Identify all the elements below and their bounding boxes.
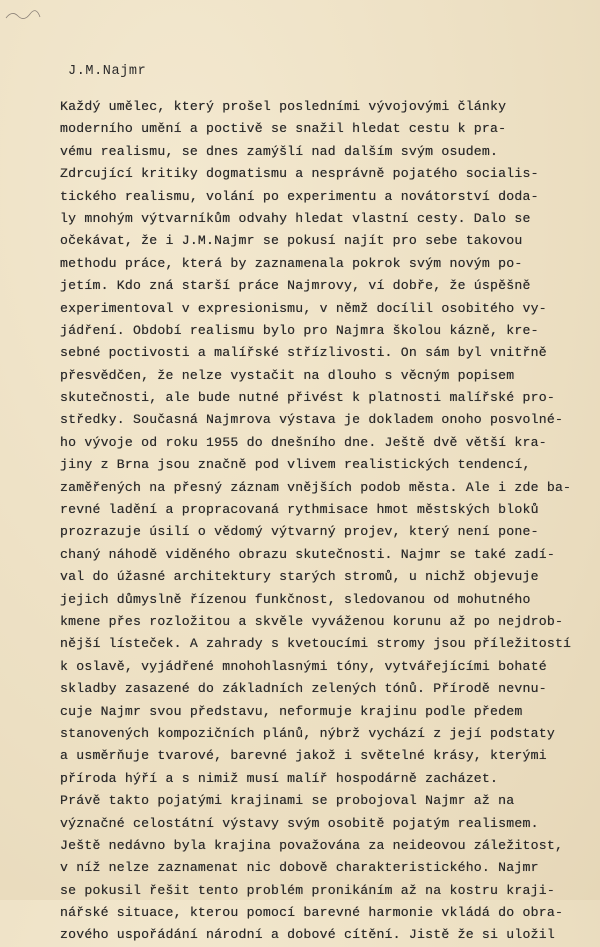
- text-line: moderního umění a poctivě se snažil hledat cestu k pra-: [60, 121, 507, 137]
- text-line: kmene přes rozložitou a skvěle vyváženou korunu až po nejdrob-: [60, 613, 564, 629]
- text-line: význačné celostátní výstavy svým osobitě pojatým realismem.: [60, 815, 539, 831]
- text-line: ly mnohým výtvarníkům odvahy hledat vlastní cesty. Dalo se: [60, 210, 531, 226]
- text-line: methodu práce, která by zaznamenala pokrok svým novým po-: [60, 255, 523, 271]
- text-line: příroda hýří a s nimiž musí malíř hospodárně zacházet.: [60, 770, 499, 786]
- text-line: středky. Současná Najmrova výstava je dokladem onoho posvolné-: [60, 412, 564, 428]
- text-line: sebné poctivosti a malířské střízlivosti. On sám byl vnitřně: [60, 345, 547, 361]
- text-line: k oslavě, vyjádřené mnohohlasnými tóny, vytvářejícími bohaté: [60, 658, 547, 674]
- text-line: val do úžasné architektury starých stromů, u nichž objevuje: [60, 569, 539, 585]
- text-line: přesvědčen, že nelze vystačit na dlouho s věcným popisem: [60, 367, 515, 383]
- text-line: a usměrňuje tvarové, barevné jakož i světelné krásy, kterými: [60, 748, 547, 764]
- text-line: jetím. Kdo zná starší práce Najmrovy, ví dobře, že úspěšně: [60, 278, 531, 294]
- text-line: vému realismu, se dnes zamýšlí nad dalším svým osudem.: [60, 143, 499, 159]
- text-line: Zdrcující kritiky dogmatismu a nesprávně pojatého socialis-: [60, 166, 539, 182]
- text-line: Ještě nedávno byla krajina považována za neideovou záležitost,: [60, 837, 564, 853]
- pencil-scribble-mark: [4, 6, 42, 24]
- text-line: zaměřených na přesný záznam vnějších podob města. Ale i zde ba-: [60, 479, 572, 495]
- text-line: tického realismu, volání po experimentu a novátorství doda-: [60, 188, 539, 204]
- author-heading: J.M.Najmr: [68, 64, 147, 79]
- text-line: jejich důmyslně řízenou funkčnost, sledovanou od mohutného: [60, 591, 531, 607]
- text-line: nářské situace, kterou pomocí barevné harmonie vkládá do obra-: [60, 905, 564, 921]
- text-line: stanovených kompozičních plánů, nýbrž vychází z její podstaty: [60, 725, 555, 741]
- text-line: ho vývoje od roku 1955 do dnešního dne. Ještě dvě větší kra-: [60, 434, 547, 450]
- text-line: skutečnosti, ale bude nutné přivést k platnosti malířské pro-: [60, 390, 555, 406]
- text-line: se pokusil řešit tento problém pronikáním až na kostru kraji-: [60, 882, 555, 898]
- article-body: [60, 96, 590, 947]
- text-line: zového uspořádání národní a dobové cítění. Jistě že si uložil: [60, 927, 555, 943]
- text-line: revné ladění a propracovaná rythmisace hmot městských bloků: [60, 502, 539, 518]
- text-line: očekávat, že i J.M.Najmr se pokusí najít pro sebe takovou: [60, 233, 523, 249]
- text-line: prozrazuje úsilí o vědomý výtvarný projev, který není pone-: [60, 524, 539, 540]
- text-line: skladby zasazené do základních zelených tónů. Přírodě nevnu-: [60, 681, 547, 697]
- text-line: experimentoval v expresionismu, v němž docílil osobitého vy-: [60, 300, 547, 316]
- text-line: Každý umělec, který prošel posledními vývojovými články: [60, 99, 507, 114]
- text-line: cuje Najmr svou představu, neformuje krajinu podle předem: [60, 703, 523, 719]
- text-line: nější lísteček. A zahrady s kvetoucími stromy jsou příležitostí: [60, 636, 572, 652]
- text-line: v níž nelze zaznamenat nic dobově charakteristického. Najmr: [60, 860, 539, 876]
- text-line: jádření. Období realismu bylo pro Najmra školou kázně, kre-: [60, 322, 539, 338]
- text-line: Právě takto pojatými krajinami se probojoval Najmr až na: [60, 793, 515, 809]
- text-line: jiny z Brna jsou značně pod vlivem realistických tendencí,: [60, 457, 531, 473]
- text-line: chaný náhodě viděného obrazu skutečnosti. Najmr se také zadí-: [60, 546, 555, 562]
